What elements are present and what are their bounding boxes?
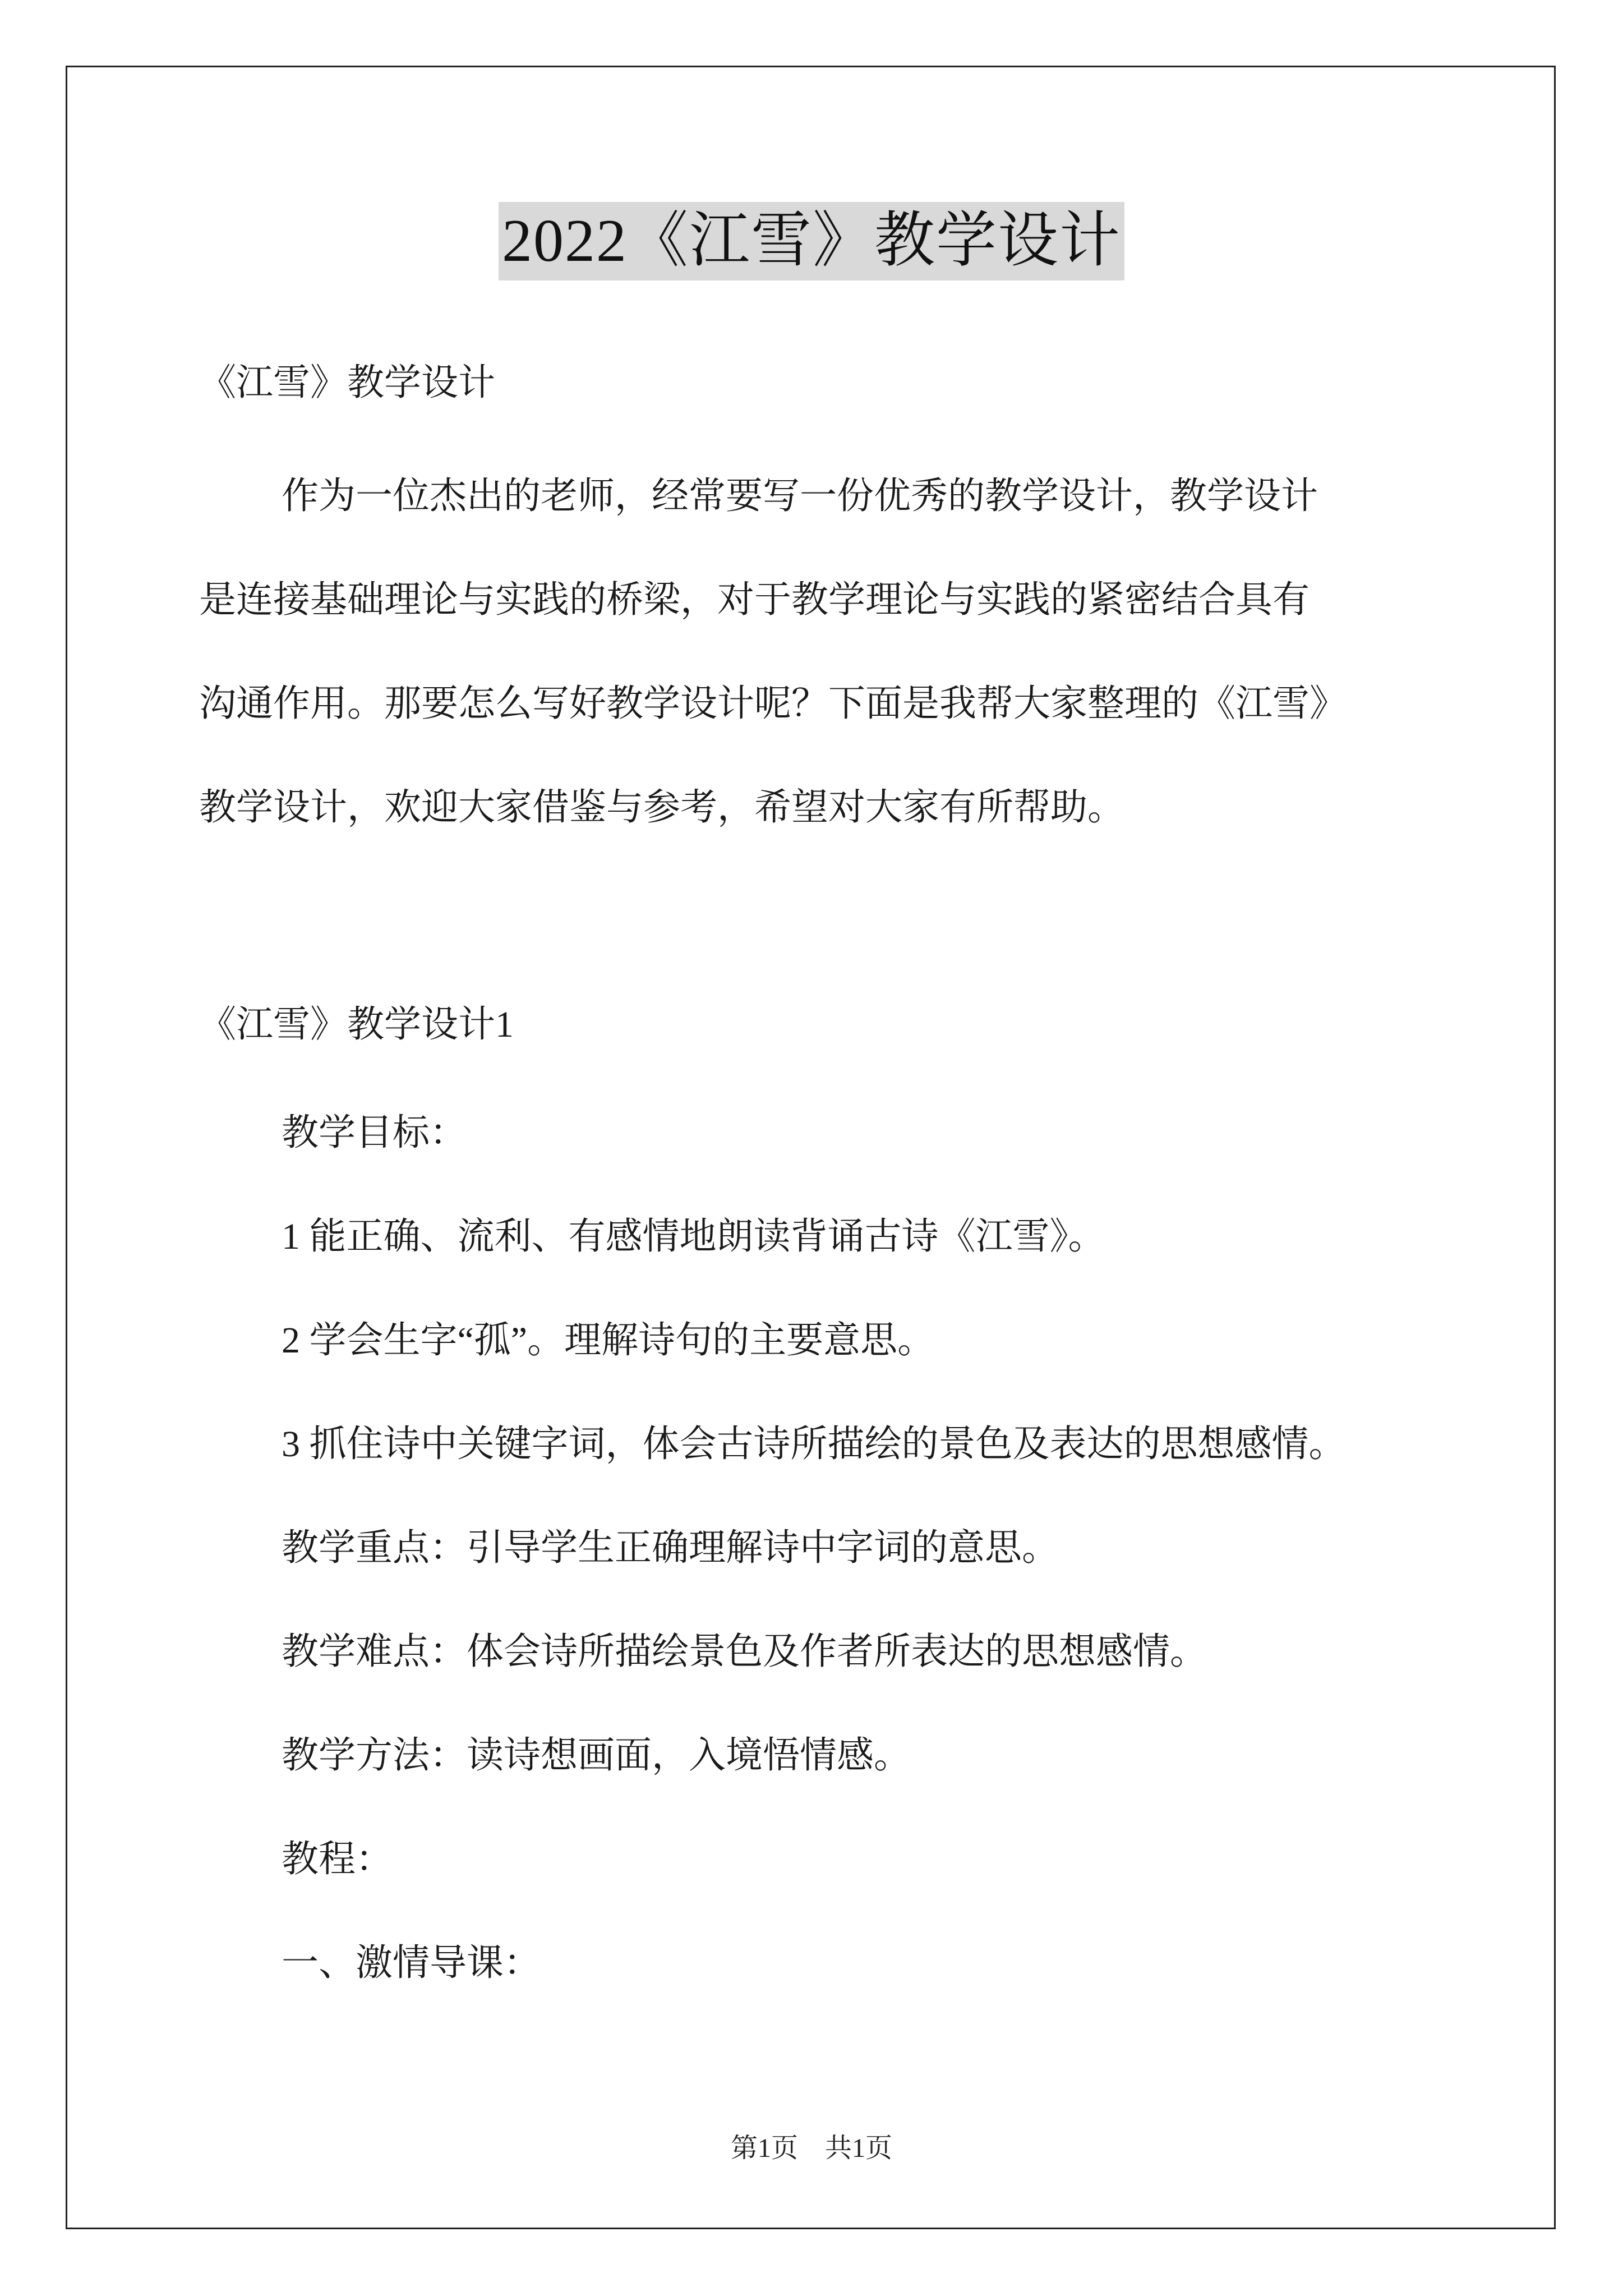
section-line-step-1: 一、激情导课： bbox=[282, 1943, 541, 1984]
section-line-key-point: 教学重点：引导学生正确理解诗中字词的意思。 bbox=[282, 1527, 1059, 1568]
document-subtitle: 《江雪》教学设计 bbox=[199, 362, 495, 403]
section-line-difficulty: 教学难点：体会诗所描绘景色及作者所表达的思想感情。 bbox=[282, 1631, 1207, 1672]
page-footer: 第1页 共1页 bbox=[730, 2133, 892, 2163]
title-wrapper bbox=[0, 202, 1623, 280]
section-line-objective-1: 1 能正确、流利、有感情地朗读背诵古诗《江雪》。 bbox=[282, 1216, 1105, 1257]
intro-line-3: 沟通作用。那要怎么写好教学设计呢？下面是我帮大家整理的《江雪》 bbox=[199, 683, 1347, 724]
section-heading: 《江雪》教学设计1 bbox=[199, 1004, 514, 1045]
section-line-objective-2: 2 学会生字“孤”。理解诗句的主要意思。 bbox=[282, 1320, 935, 1361]
section-line-method: 教学方法：读诗想画面，入境悟情感。 bbox=[282, 1735, 911, 1776]
section-line-procedure: 教程： bbox=[282, 1839, 393, 1880]
section-line-objectives: 教学目标： bbox=[282, 1112, 467, 1153]
intro-line-2: 是连接基础理论与实践的桥梁，对于教学理论与实践的紧密结合具有 bbox=[199, 579, 1310, 620]
document-title: 2022《江雪》教学设计 bbox=[499, 202, 1124, 280]
intro-line-4: 教学设计，欢迎大家借鉴与参考，希望对大家有所帮助。 bbox=[199, 787, 1124, 828]
intro-line-1: 作为一位杰出的老师，经常要写一份优秀的教学设计，教学设计 bbox=[282, 476, 1318, 517]
section-line-objective-3: 3 抓住诗中关键字词，体会古诗所描绘的景色及表达的思想感情。 bbox=[282, 1424, 1346, 1465]
